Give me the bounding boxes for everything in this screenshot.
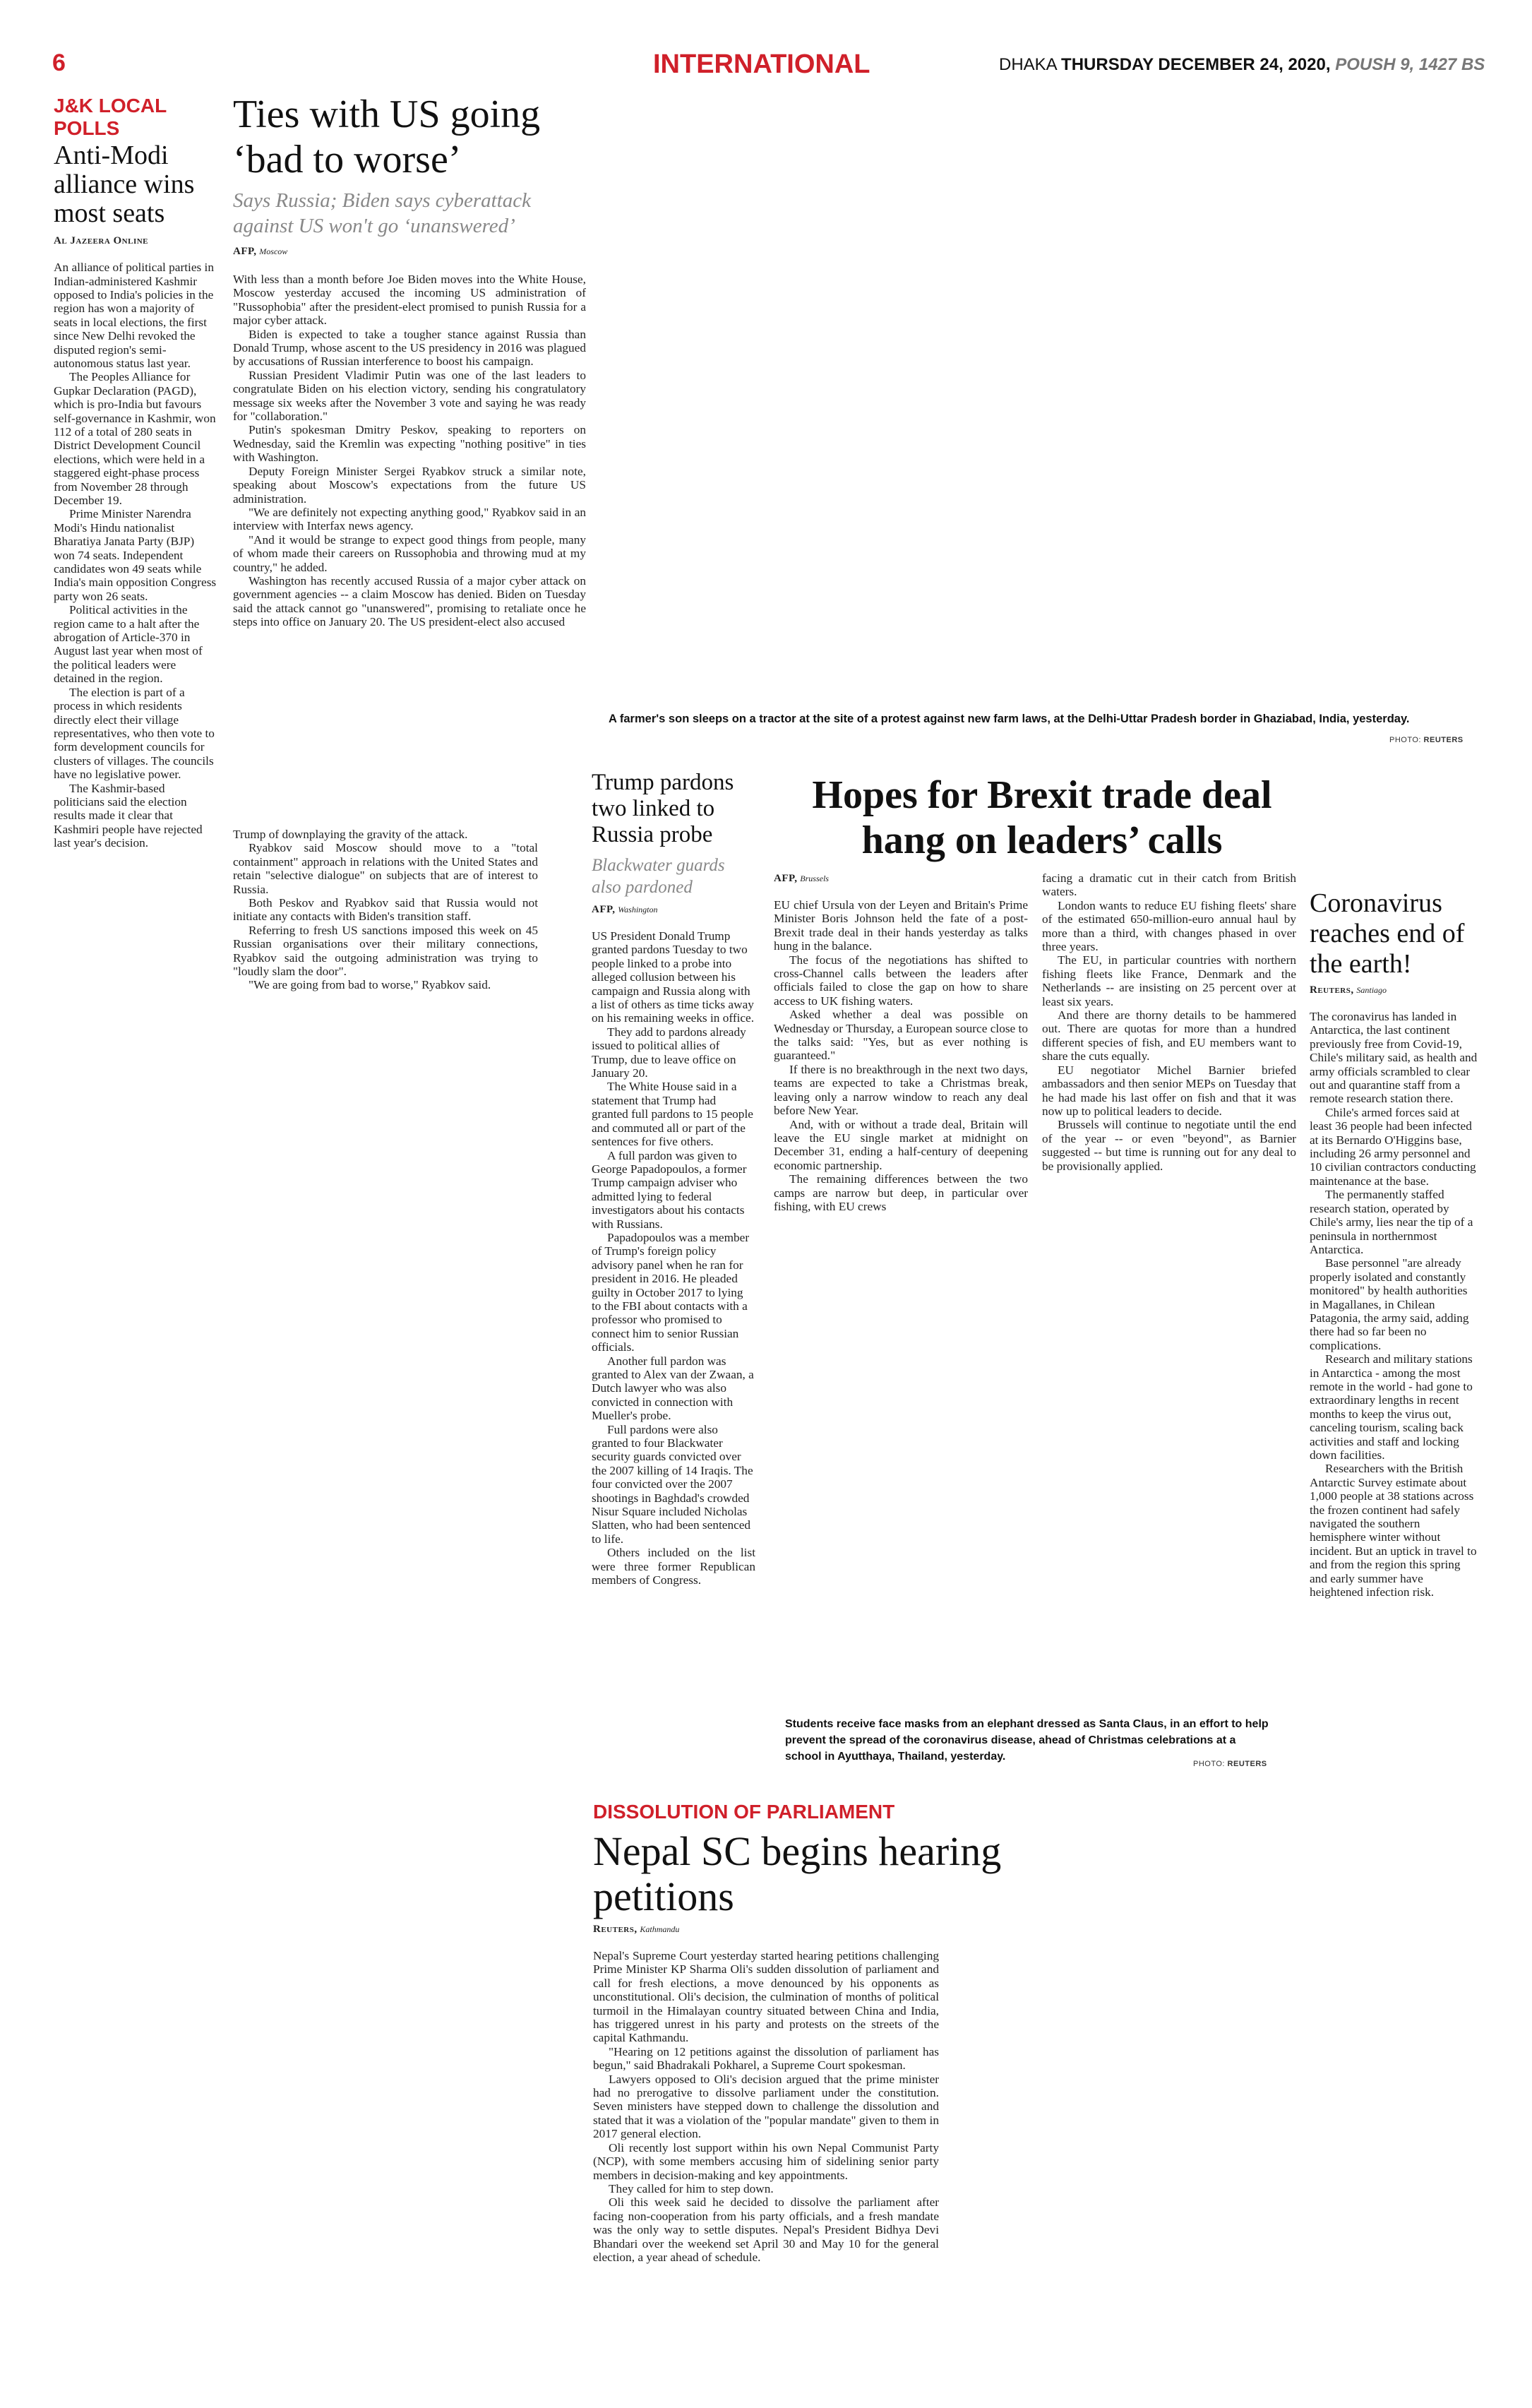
kashmir-paragraph: An alliance of political parties in Indian-administered Kashmir opposed to India's policies in the region has won a majority of seats in local elections, the first since New Delhi revoked the disputed region's semi-autonomous status last year. bbox=[54, 261, 214, 370]
russia-paragraph: Deputy Foreign Minister Sergei Ryabkov struck a similar note, speaking about Moscow's expectations from the future US administration. bbox=[233, 464, 586, 506]
russia-byline-agency: AFP, bbox=[233, 246, 257, 257]
brexit-body-col1 bbox=[774, 898, 1028, 1213]
trump-paragraph: Others included on the list were three former Republican members of Congress. bbox=[592, 1546, 755, 1587]
russia-paragraph: Ryabkov said Moscow should move to a "total containment" approach in relations with the United States and retain "selective dialogue" on subjects that are of interest to Russia. bbox=[233, 841, 538, 896]
trump-deck: Blackwater guards also pardoned bbox=[592, 856, 725, 897]
farmer-photo bbox=[609, 92, 1478, 706]
russia-paragraph: Biden is expected to take a tougher stance against Russia than Donald Trump, whose ascent to the US presidency in 2016 was plagued by accusations of Russian interference to boost his campaign. bbox=[233, 327, 586, 369]
antarctica-paragraph: Chile's armed forces said at least 36 people had been infected at its Bernardo O'Higgins base, including 26 army personnel and 10 civilian contractors conducting maintenance at the base. bbox=[1310, 1105, 1476, 1188]
brexit-paragraph: Brussels will continue to negotiate until the end of the year -- or even "beyond", as Barnier suggested -- but time is running out for any deal to be provisionally applied. bbox=[1042, 1118, 1296, 1173]
russia-body-top bbox=[233, 273, 586, 629]
antarctica-paragraph: The coronavirus has landed in Antarctica, the last continent previously free from Covid-19, Chile's military said, as health and army officials scrambled to clear out and quarantine staff from a remote research station there. bbox=[1310, 1010, 1478, 1106]
brexit-paragraph: EU negotiator Michel Barnier briefed ambassadors and then senior MEPs on Tuesday that he had made his last offer on fish and that it was now up to political leaders to decide. bbox=[1042, 1063, 1296, 1118]
trump-paragraph: A full pardon was given to George Papadopoulos, a former Trump campaign adviser who admitted lying to federal investigators about his contacts with Russians. bbox=[592, 1148, 747, 1231]
elephant-photo bbox=[774, 1312, 1296, 1707]
dateline-bangla: POUSH 9, 1427 BS bbox=[1335, 55, 1485, 74]
brexit-headline: Hopes for Brexit trade deal hang on leaders’ calls bbox=[812, 773, 1272, 862]
russia-paragraph: Russian President Vladimir Putin was one of the last leaders to congratulate Biden on his election victory, sending his congratulatory message six weeks after the November 3 vote and saying he was ready for "collaboration." bbox=[233, 368, 586, 424]
russia-headline: Ties with US going ‘bad to worse’ bbox=[233, 93, 541, 181]
trump-paragraph: Papadopoulos was a member of Trump's foreign policy advisory panel when he ran for president in 2016. He pleaded guilty in October 2017 to lying to the FBI about contacts with a professor who promised to connect him to senior Russian officials. bbox=[592, 1230, 750, 1354]
antarctica-paragraph: Base personnel "are already properly isolated and constantly monitored" by health authorities in Magallanes, in Chilean Patagonia, the army said, adding there had so far been no complications. bbox=[1310, 1256, 1469, 1352]
trump-headline: Trump pardons two linked to Russia probe bbox=[592, 770, 734, 847]
antarctica-paragraph: Researchers with the British Antarctic Survey estimate about 1,000 people at 38 stations across the frozen continent had safely navigated the southern hemisphere winter without incident. But an uptick in travel to and from the region this spring and early summer have heightened infection risk. bbox=[1310, 1462, 1477, 1599]
brexit-paragraph: Asked whether a deal was possible on Wednesday or Thursday, a European source close to the talks said: "Yes, but as ever nothing is guaranteed." bbox=[774, 1008, 1028, 1063]
farmer-photo-credit-label: PHOTO: bbox=[1389, 736, 1421, 744]
brexit-paragraph: London wants to reduce EU fishing fleets' share of the estimated 650-million-euro annual haul by more than a third, with changes phased in over three years. bbox=[1042, 898, 1296, 954]
nepal-paragraph: Oli this week said he decided to dissolve the parliament after facing non-cooperation from his party officials, and a fresh mandate was the only way to settle disputes. Nepal's President Bidhya Devi Bhandari over the weekend set April 30 and May 10 for the general election, a year ahead of schedule. bbox=[593, 2195, 939, 2264]
kashmir-paragraph: The election is part of a process in which residents directly elect their village representatives, who then vote to form development councils for clusters of villages. The councils have no legislative power. bbox=[54, 685, 215, 782]
brexit-paragraph: If there is no breakthrough in the next two days, teams are expected to take a Christmas break, leaving only a narrow window to reach any deal before New Year. bbox=[774, 1062, 1028, 1118]
dateline-date: THURSDAY DECEMBER 24, 2020, bbox=[1061, 55, 1331, 74]
brexit-paragraph: The remaining differences between the two camps are narrow but deep, in particular over fishing, with EU crews bbox=[774, 1172, 1028, 1213]
russia-body-bottom bbox=[233, 828, 538, 992]
russia-byline bbox=[233, 244, 287, 258]
nepal-paragraph: Lawyers opposed to Oli's decision argued that the prime minister had no prerogative to dissolve parliament under the constitution. Seven ministers have stepped down to challenge the dissolution and stated that it was a violation of the "popular mandate" given to them in 2017 general election. bbox=[593, 2072, 939, 2141]
elephant-photo-credit-label: PHOTO: bbox=[1193, 1760, 1225, 1768]
antarctica-byline-place: Santiago bbox=[1356, 985, 1387, 995]
trump-paragraph: US President Donald Trump granted pardons Tuesday to two people linked to a probe into alleged collusion between his campaign and Russia along with a list of others as time ticks away on his remaining weeks in office. bbox=[592, 929, 755, 1025]
russia-deck: Says Russia; Biden says cyberattack against US won't go ‘unanswered’ bbox=[233, 189, 532, 237]
brexit-body-col2 bbox=[1042, 871, 1296, 1173]
nepal-byline-agency: Reuters, bbox=[593, 1924, 638, 1935]
dateline bbox=[999, 55, 1485, 75]
nepal-byline-place: Kathmandu bbox=[640, 1924, 680, 1934]
trump-byline-agency: AFP, bbox=[592, 904, 616, 915]
russia-paragraph: "We are definitely not expecting anything good," Ryabkov said in an interview with Interfax news agency. bbox=[233, 505, 586, 533]
kashmir-kicker: J&K LOCAL POLLS bbox=[54, 95, 167, 139]
brexit-paragraph: And, with or without a trade deal, Britain will leave the EU single market at midnight on December 31, ending a half-century of deepening economic partnership. bbox=[774, 1117, 1028, 1172]
nepal-paragraph: Nepal's Supreme Court yesterday started hearing petitions challenging Prime Minister KP Sharma Oli's sudden dissolution of parliament and call for fresh elections, a move denounced by his opponents as unconstitutional. Oli's decision, the culmination of months of political turmoil in the Himalayan country situated between China and India, has triggered unrest in his party and protests on the streets of the capital Kathmandu. bbox=[593, 1949, 939, 2045]
antarctica-byline-agency: Reuters, bbox=[1310, 984, 1354, 996]
kashmir-headline: Anti-Modi alliance wins most seats bbox=[54, 141, 195, 229]
russia-paragraph: Washington has recently accused Russia of a major cyber attack on government agencies -- a claim Moscow has denied. Biden on Tuesday said the attack cannot go "unanswered", promising to retaliate once he steps into office on January 20. The US president-elect also accused bbox=[233, 573, 586, 629]
russia-paragraph: Referring to fresh US sanctions imposed this week on 45 Russian organisations over their military connections, Ryabkov said the outgoing administration was trying to "loudly slam the door". bbox=[233, 923, 538, 979]
brexit-paragraph: The focus of the negotiations has shifted to cross-Channel calls between the leaders after officials failed to close the gap on how to share access to UK fishing waters. bbox=[774, 953, 1028, 1008]
russia-paragraph: With less than a month before Joe Biden moves into the White House, Moscow yesterday accused the incoming US administration of "Russophobia" after the president-elect promised to punish Russia for a major cyber attack. bbox=[233, 273, 586, 328]
trump-paragraph: They add to pardons already issued to political allies of Trump, due to leave office on January 20. bbox=[592, 1025, 746, 1080]
russia-paragraph: Putin's spokesman Dmitry Peskov, speaking to reporters on Wednesday, said the Kremlin was expecting "nothing positive" in ties with Washington. bbox=[233, 423, 586, 465]
dateline-city: DHAKA bbox=[999, 55, 1057, 74]
antarctica-byline bbox=[1310, 983, 1387, 997]
brexit-paragraph: EU chief Ursula von der Leyen and Britain's Prime Minister Boris Johnson held the fate of a post-Brexit trade deal in their hands yesterday as talks hung in the balance. bbox=[774, 898, 1028, 953]
trump-byline-place: Washington bbox=[618, 905, 658, 914]
nepal-paragraph: "Hearing on 12 petitions against the dissolution of parliament has begun," said Bhadrakali Pokharel, a Supreme Court spokesman. bbox=[593, 2044, 939, 2073]
brexit-paragraph: And there are thorny details to be hammered out. There are quotas for more than a hundred different species of fish, and EU members want to share the cuts equally. bbox=[1042, 1008, 1296, 1063]
trump-paragraph: Full pardons were also granted to four Blackwater security guards convicted over the 2007 killing of 14 Iraqis. The four convicted over the 2007 shootings in Baghdad's crowded Nisur Square included Nicholas Slatten, who had been sentenced to life. bbox=[592, 1422, 753, 1546]
farmer-photo-credit-agency: REUTERS bbox=[1423, 736, 1464, 744]
antarctica-paragraph: Research and military stations in Antarctica - among the most remote in the world - had gone to extraordinary lengths in recent months to keep the virus out, canceling tourism, scaling back activities and staff and locking down facilities. bbox=[1310, 1352, 1473, 1462]
nepal-kicker: DISSOLUTION OF PARLIAMENT bbox=[593, 1801, 895, 1823]
nepal-paragraph: Oli recently lost support within his own Nepal Communist Party (NCP), with some members accusing him of sidelining senior party members in decision-making and key appointments. bbox=[593, 2140, 939, 2182]
trump-body bbox=[592, 929, 755, 1587]
kashmir-paragraph: The Kashmir-based politicians said the election results made it clear that Kashmiri people have rejected last year's decision. bbox=[54, 781, 203, 850]
kashmir-byline-agency: Al Jazeera Online bbox=[54, 235, 149, 247]
section-title: INTERNATIONAL bbox=[653, 49, 870, 79]
nepal-byline bbox=[593, 1922, 679, 1936]
kashmir-body bbox=[54, 261, 217, 850]
brexit-byline-place: Brussels bbox=[800, 874, 829, 883]
russia-paragraph: Both Peskov and Ryabkov said that Russia would not initiate any contacts with Biden's transition staff. bbox=[233, 896, 538, 924]
nepal-paragraph: They called for him to step down. bbox=[609, 2181, 774, 2195]
kashmir-article bbox=[54, 95, 217, 850]
kashmir-paragraph: Prime Minister Narendra Modi's Hindu nationalist Bharatiya Janata Party (BJP) won 74 seats. Independent candidates won 49 seats while India's main opposition Congress party won 26 seats. bbox=[54, 507, 217, 603]
kashmir-paragraph: Political activities in the region came to a halt after the abrogation of Article-370 in August last year when most of the political leaders were detained in the region. bbox=[54, 603, 203, 686]
page-number: 6 bbox=[52, 49, 66, 76]
farmer-photo-credit bbox=[1389, 736, 1464, 744]
farmer-photo-caption: A farmer's son sleeps on a tractor at the site of a protest against new farm laws, at the Delhi-Uttar Pradesh border in Ghaziabad, India, yesterday. bbox=[609, 713, 1410, 725]
trump-paragraph: Another full pardon was granted to Alex van der Zwaan, a Dutch lawyer who was also convicted in connection with Mueller's probe. bbox=[592, 1354, 754, 1423]
russia-paragraph: Trump of downplaying the gravity of the attack. bbox=[233, 828, 468, 841]
antarctica-body bbox=[1310, 1010, 1478, 1599]
nepal-headline: Nepal SC begins hearing petitions bbox=[593, 1828, 1002, 1919]
trump-paragraph: The White House said in a statement that Trump had granted full pardons to 15 people and commuted all or part of the sentences for five others. bbox=[592, 1080, 753, 1149]
brexit-paragraph: facing a dramatic cut in their catch from British waters. bbox=[1042, 871, 1296, 899]
nepal-body bbox=[593, 1949, 939, 2264]
elephant-photo-caption: Students receive face masks from an elephant dressed as Santa Claus, in an effort to help prevent the spread of the coronavirus disease, ahead of Christmas celebrations at a school in Ayutthaya, Thailand, yesterday. bbox=[785, 1718, 1269, 1763]
trump-byline bbox=[592, 902, 658, 917]
brexit-paragraph: The EU, in particular countries with northern fishing fleets like France, Denmark and the Netherlands -- are insisting on 25 percent over at least six years. bbox=[1042, 953, 1296, 1008]
elephant-photo-credit-agency: REUTERS bbox=[1227, 1760, 1267, 1768]
kashmir-paragraph: The Peoples Alliance for Gupkar Declaration (PAGD), which is pro-India but favours self-governance in Kashmir, won 112 of a total of 280 seats in District Development Council elections, which were held in a staggered eight-phase process from November 28 through December 19. bbox=[54, 370, 216, 507]
russia-paragraph: "And it would be strange to expect good things from people, many of whom made their careers on Russophobia and throwing mud at my country," he added. bbox=[233, 532, 586, 574]
kashmir-byline bbox=[54, 234, 217, 248]
antarctica-headline: Coronavirus reaches end of the earth! bbox=[1310, 888, 1465, 979]
antarctica-paragraph: The permanently staffed research station, operated by Chile's army, lies near the tip of a peninsula in northernmost Antarctica. bbox=[1310, 1188, 1473, 1256]
russia-paragraph: "We are going from bad to worse," Ryabkov said. bbox=[249, 978, 491, 992]
brexit-byline bbox=[774, 871, 829, 886]
brexit-byline-agency: AFP, bbox=[774, 873, 798, 884]
elephant-photo-credit bbox=[1193, 1760, 1267, 1768]
russia-byline-place: Moscow bbox=[259, 246, 288, 256]
